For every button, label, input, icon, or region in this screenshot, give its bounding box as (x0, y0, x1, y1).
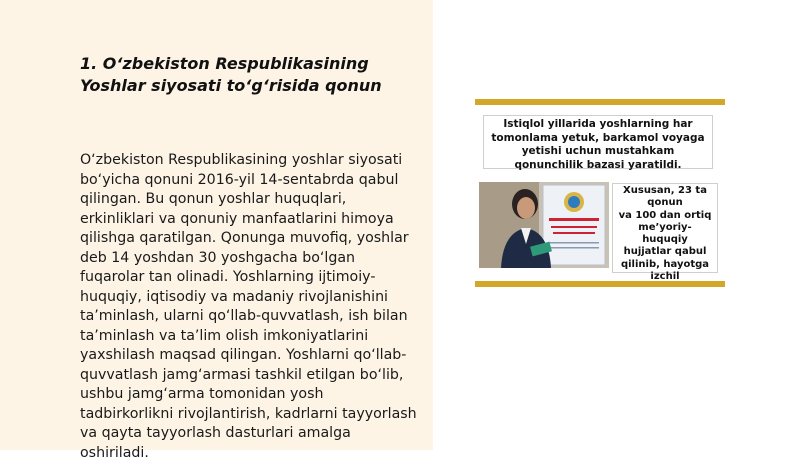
infographic-headline (483, 115, 713, 169)
side-text-line: hujjatlar qabul (623, 246, 707, 258)
headline-line: tomonlama yetuk, barkamol voyaga (491, 131, 705, 144)
side-text-line: izchil (650, 271, 680, 283)
infographic-image (475, 99, 725, 287)
title-line-1: 1. O‘zbekiston Respublikasining (80, 54, 369, 73)
side-text-line: va 100 dan ortiq (618, 209, 712, 221)
side-text-line: Xususan, 23 ta (623, 185, 707, 196)
headline-line: yetishi uchun mustahkam (521, 145, 675, 157)
student-with-document-photo (479, 182, 609, 268)
section-title (80, 53, 420, 97)
infographic-side-text (612, 183, 718, 283)
body-paragraph: O‘zbekiston Respublikasining yoshlar siyosati bo‘yicha qonuni 2016-yil 14-sentabrda qabul qilingan. Bu qonun yoshlar huquqlari, erkinliklari va qonuniy manfaatlarini himoya qilishga qaratilgan. Qonunga muvofiq, yoshlar deb 14 yoshdan 30 yoshgacha bo‘lgan fuqarolar tan olinadi. Yoshlarning ijtimoiy-huquqiy, iqtisodiy va madaniy rivojlanishini ta’minlash, ularni qo‘llab-quvvatlash, ish bilan ta’minlash va ta’lim olish imkoniyatlarini yaxshilash maqsad qilingan. Yoshlarni qo‘llab-quvvatlash jamg‘armasi tashkil etilgan bo‘lib, ushbu jamg‘arma tomonidan yosh tadbirkorlikni rivojlantirish, kadrlarni tayyorlash va qayta tayyorlash dasturlari amalga oshiriladi. (80, 152, 417, 461)
side-text-line: me’yoriy- (638, 221, 692, 233)
photo-illustration (479, 182, 609, 268)
headline-line: qonunchilik bazasi yaratildi. (514, 158, 682, 171)
side-text-line: qilinib, hayotga (620, 258, 710, 270)
side-text-line: qonun (647, 197, 683, 209)
title-line-2: Yoshlar siyosati to‘g‘risida qonun (80, 76, 382, 95)
headline-line: Istiqlol yillarida yoshlarning har (503, 118, 693, 130)
side-text-line: huquqiy (642, 234, 688, 246)
